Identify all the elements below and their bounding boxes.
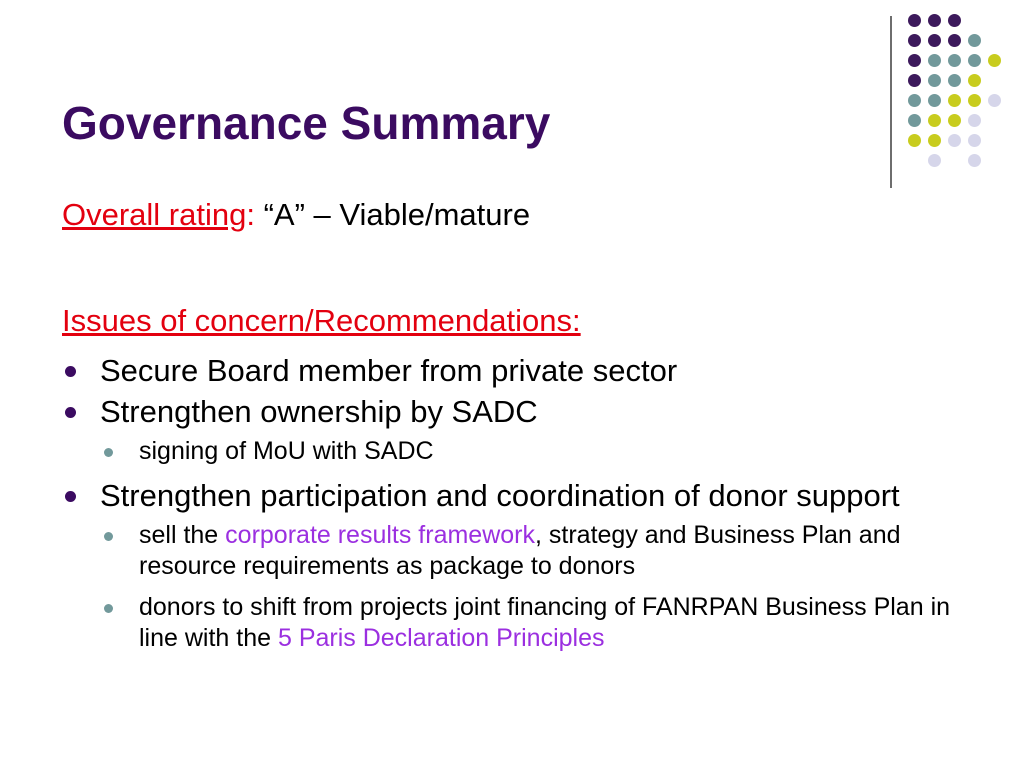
sub-list-item — [100, 436, 982, 467]
dot — [948, 34, 961, 47]
overall-rating — [62, 197, 530, 233]
dot — [968, 154, 981, 167]
dot — [908, 114, 921, 127]
sub-item-post: , strategy and Business Plan and resource requirements as package to donors — [139, 521, 901, 580]
bullet-icon — [65, 366, 76, 377]
dot — [968, 114, 981, 127]
dot — [968, 94, 981, 107]
sub-bullet-icon — [104, 532, 113, 541]
dot — [928, 14, 941, 27]
sub-list-item — [100, 592, 982, 654]
sub-bullet-icon — [104, 448, 113, 457]
list-item-text: Secure Board member from private sector — [100, 353, 678, 388]
overall-rating-value: “A” – Viable/mature — [254, 197, 531, 232]
dot — [948, 54, 961, 67]
list-item — [62, 393, 982, 467]
dot — [928, 94, 941, 107]
sub-list-item — [100, 520, 982, 582]
dot — [948, 114, 961, 127]
issues-heading: Issues of concern/Recommendations: — [62, 303, 581, 338]
dot — [948, 14, 961, 27]
dot — [928, 114, 941, 127]
dot — [908, 134, 921, 147]
sub-bullet-icon — [104, 604, 113, 613]
recommendations-list — [62, 352, 982, 664]
sub-list — [100, 520, 982, 654]
dot — [948, 134, 961, 147]
dot — [968, 134, 981, 147]
dot — [948, 94, 961, 107]
bullet-icon — [65, 407, 76, 418]
dot — [988, 54, 1001, 67]
dot — [928, 134, 941, 147]
dot — [968, 54, 981, 67]
list-item-text: Strengthen participation and coordination of donor support — [100, 478, 900, 513]
list-item — [62, 352, 982, 390]
dot — [908, 14, 921, 27]
sub-list-item-text: signing of MoU with SADC — [139, 437, 434, 465]
dot — [988, 94, 1001, 107]
dot — [908, 34, 921, 47]
dot — [908, 94, 921, 107]
overall-rating-colon: : — [246, 197, 255, 232]
dot — [928, 54, 941, 67]
dot — [968, 74, 981, 87]
dot — [908, 74, 921, 87]
dot — [928, 34, 941, 47]
sub-list — [100, 436, 982, 467]
vertical-divider — [890, 16, 892, 188]
dot — [968, 34, 981, 47]
list-item-text: Strengthen ownership by SADC — [100, 394, 538, 429]
list-item — [62, 477, 982, 654]
paris-declaration-link: 5 Paris Declaration Principles — [277, 624, 605, 652]
dot — [928, 154, 941, 167]
sub-item-pre: donors to shift from projects joint financing of FANRPAN Business Plan in line with the — [139, 593, 957, 652]
dot — [928, 74, 941, 87]
sub-item-pre: sell the — [139, 521, 226, 549]
slide-title: Governance Summary — [62, 97, 551, 149]
dot — [948, 74, 961, 87]
overall-rating-label: Overall rating — [62, 197, 247, 232]
corporate-results-framework-link: corporate results framework — [225, 521, 535, 549]
bullet-icon — [65, 491, 76, 502]
decorative-dot-grid — [904, 9, 1014, 169]
dot — [908, 54, 921, 67]
